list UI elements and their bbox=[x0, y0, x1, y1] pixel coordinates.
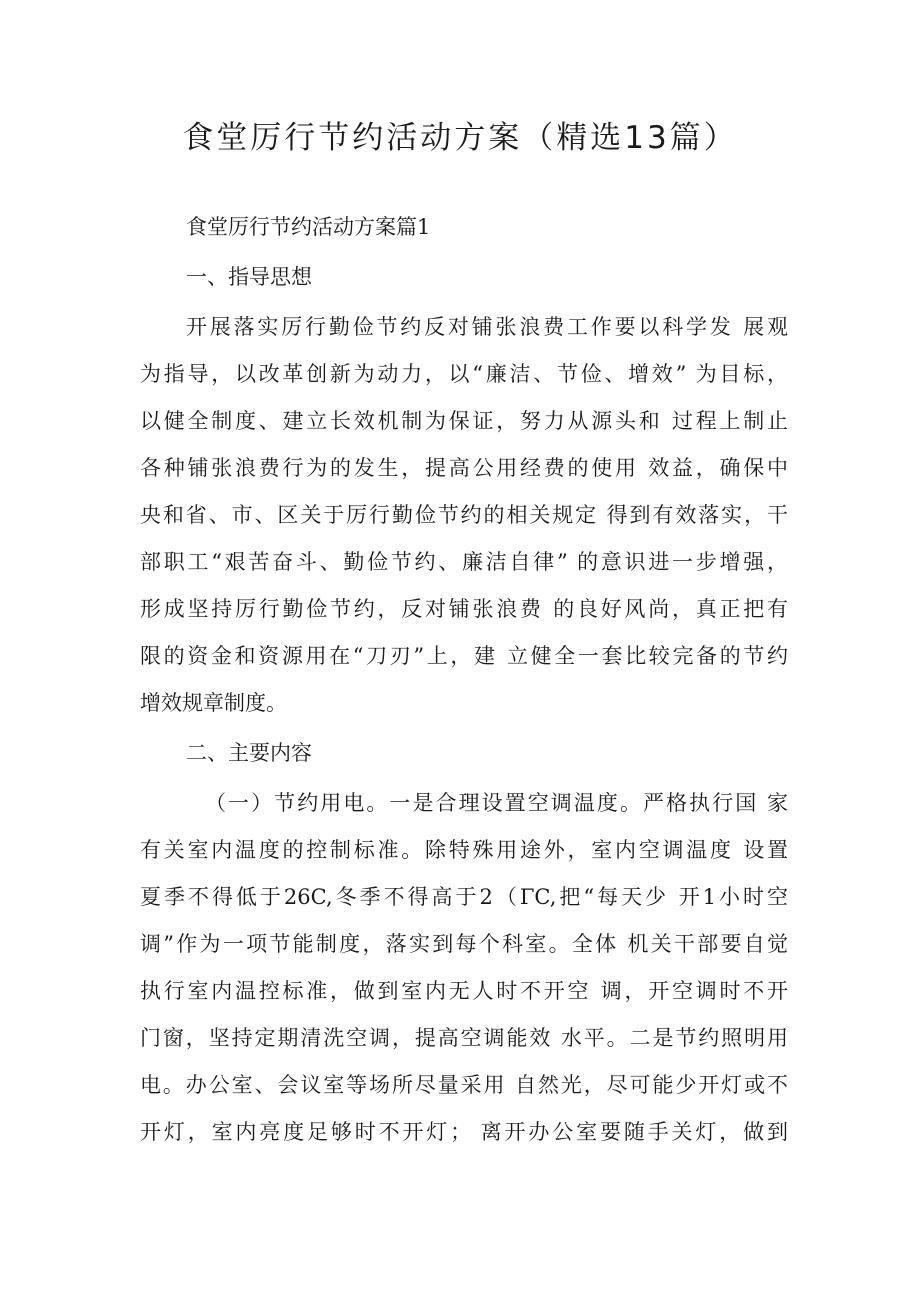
paragraph-line: 夏季不得低于26C,冬季不得高于2（ΓC,把“每天少 开1小时空 bbox=[140, 885, 788, 909]
heading-guiding-ideology: 一、指导思想 bbox=[186, 265, 312, 289]
paragraph-line: 各种铺张浪费行为的发生，提高公用经费的使用 效益，确保中 bbox=[140, 456, 788, 480]
paragraph-line: 部职工“艰苦奋斗、勤俭节约、廉洁自律” 的意识进一步增强， bbox=[140, 550, 788, 574]
section-title: 食堂厉行节约活动方案篇1 bbox=[186, 215, 431, 239]
paragraph-line: 央和省、市、区关于厉行勤俭节约的相关规定 得到有效落实，干 bbox=[140, 503, 788, 527]
paragraph-line: 调”作为一项节能制度，落实到每个科室。全体 机关干部要自觉 bbox=[140, 932, 788, 956]
paragraph-line: 电。办公室、会议室等场所尽量采用 自然光，尽可能少开灯或不 bbox=[140, 1073, 788, 1097]
paragraph-line: 门窗，坚持定期清洗空调，提高空调能效 水平。二是节约照明用 bbox=[140, 1026, 788, 1050]
paragraph-line: 执行室内温控标准，做到室内无人时不开空 调，开空调时不开 bbox=[140, 979, 788, 1003]
paragraph-line: 限的资金和资源用在“刀刃”上，建 立健全一套比较完备的节约 bbox=[140, 644, 788, 668]
paragraph-line: 开灯，室内亮度足够时不开灯； 离开办公室要随手关灯，做到 bbox=[140, 1120, 788, 1144]
heading-main-content: 二、主要内容 bbox=[186, 741, 312, 765]
document-title: 食堂厉行节约活动方案（精选13篇） bbox=[182, 120, 738, 156]
paragraph-line: 开展落实厉行勤俭节约反对铺张浪费工作要以科学发 展观 bbox=[186, 315, 788, 339]
paragraph-line: （一）节约用电。一是合理设置空调温度。严格执行国 家 bbox=[205, 791, 788, 815]
paragraph-line: 增效规章制度。 bbox=[140, 691, 287, 715]
paragraph-line: 有关室内温度的控制标准。除特殊用途外，室内空调温度 设置 bbox=[140, 838, 788, 862]
paragraph-line: 以健全制度、建立长效机制为保证，努力从源头和 过程上制止 bbox=[140, 409, 788, 433]
paragraph-line: 为指导，以改革创新为动力，以“廉洁、节俭、增效” 为目标， bbox=[140, 362, 788, 386]
paragraph-line: 形成坚持厉行勤俭节约，反对铺张浪费 的良好风尚，真正把有 bbox=[140, 597, 788, 621]
